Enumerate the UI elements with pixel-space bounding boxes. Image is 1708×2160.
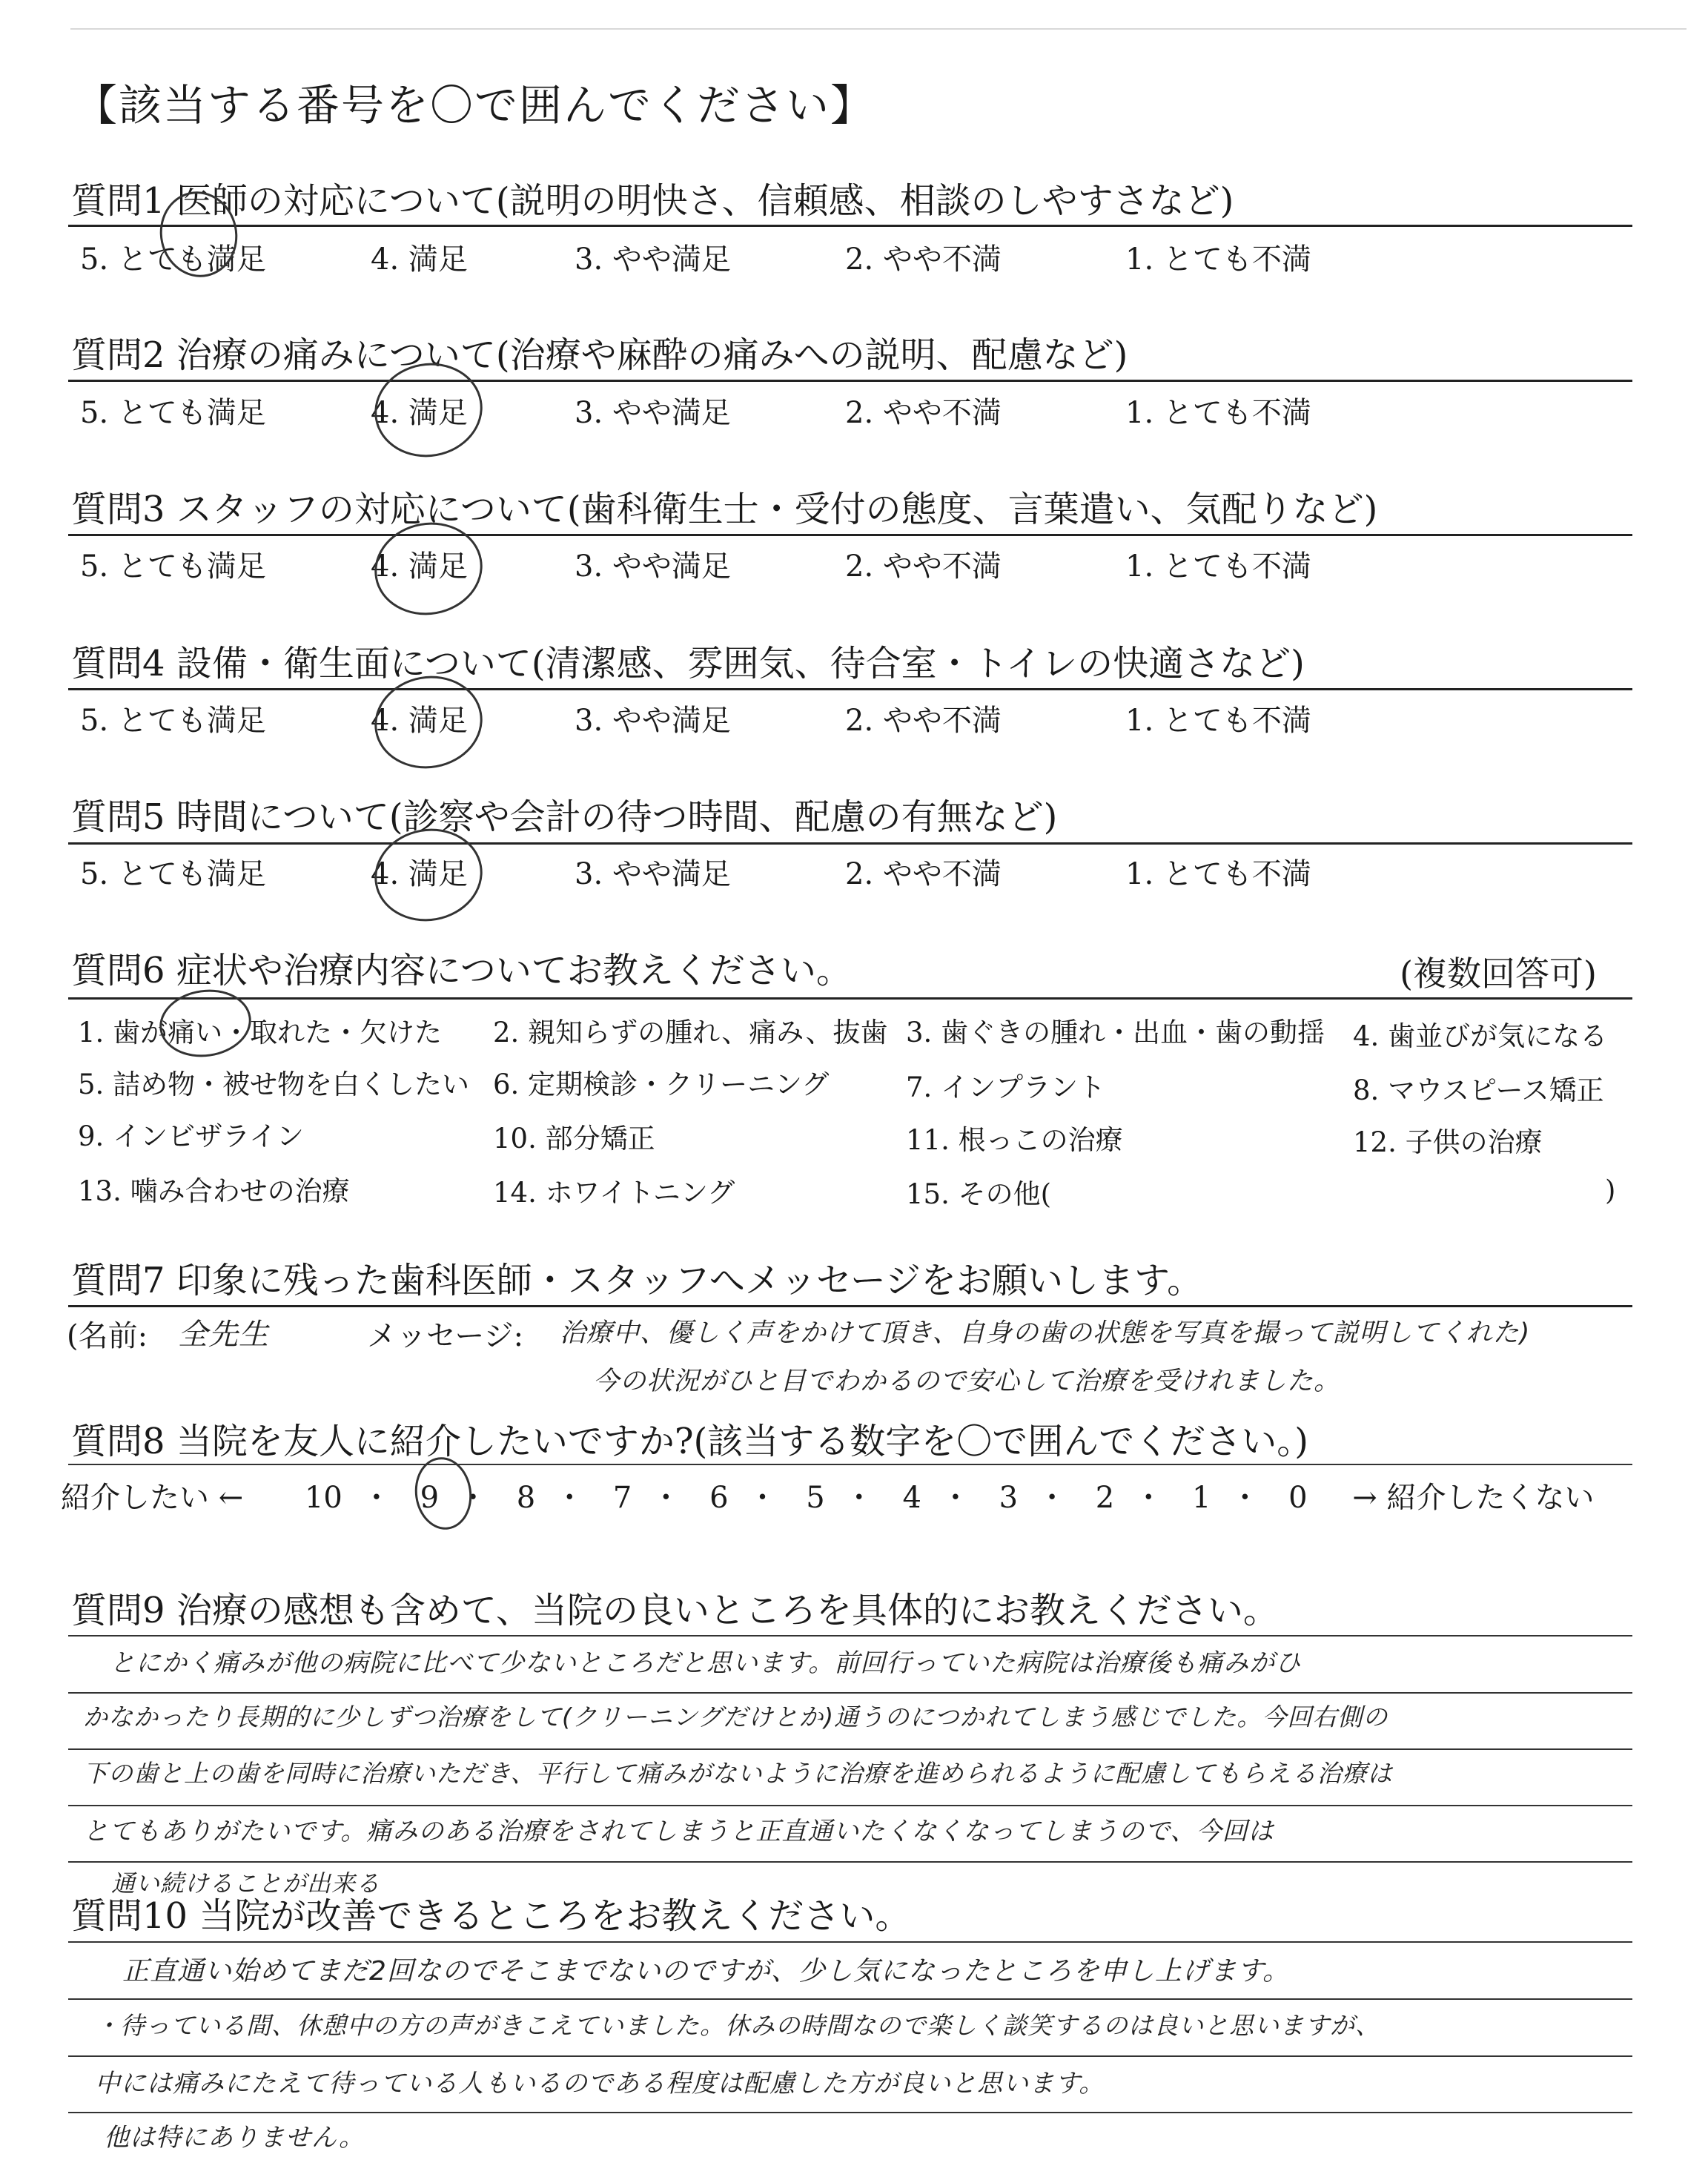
q3-option-1[interactable]: 1. とても不満: [1125, 549, 1311, 584]
scan-edge: [70, 28, 1687, 30]
question-3: 質問3 スタッフの対応について(歯科衛生士・受付の態度、言葉遣い、気配りなど): [71, 489, 1378, 530]
q3-option-3[interactable]: 3. やや満足: [575, 549, 731, 584]
q6-item[interactable]: 2. 親知らずの腫れ、痛み、抜歯: [493, 1017, 888, 1048]
q6-item[interactable]: 13. 噛み合わせの治療: [78, 1175, 350, 1207]
q6-other-close: ): [1605, 1175, 1616, 1206]
q2-option-1[interactable]: 1. とても不満: [1125, 396, 1311, 430]
scale-left-label: 紹介したい ←: [61, 1481, 244, 1515]
scale-value[interactable]: 6: [709, 1481, 729, 1515]
name-value[interactable]: 全先生: [178, 1318, 269, 1352]
multiple-answer-note: (複数回答可): [1400, 954, 1597, 994]
q1-option-4[interactable]: 4. 満足: [371, 242, 468, 277]
rule: [68, 225, 1632, 227]
rule: [68, 380, 1632, 382]
scale-value[interactable]: 7: [612, 1481, 632, 1515]
question-6: 質問6 症状や治療内容についてお教えください。: [71, 950, 852, 991]
q6-item[interactable]: 11. 根っこの治療: [906, 1124, 1123, 1156]
q5-option-2[interactable]: 2. やや不満: [845, 857, 1002, 891]
rule: [68, 1692, 1632, 1694]
q5-option-3[interactable]: 3. やや満足: [575, 857, 731, 891]
q6-item[interactable]: 7. インプラント: [906, 1071, 1106, 1103]
question-1: 質問1 医師の対応について(説明の明快さ、信頼感、相談のしやすさなど): [71, 180, 1234, 222]
q6-item[interactable]: 14. ホワイトニング: [493, 1177, 735, 1209]
rule: [68, 1941, 1632, 1943]
scale-value[interactable]: 0: [1288, 1481, 1308, 1515]
question-9: 質問9 治療の感想も含めて、当院の良いところを具体的にお教えください。: [71, 1590, 1279, 1631]
scale-value[interactable]: 3: [999, 1481, 1019, 1515]
page-title: 【該当する番号を〇で囲んでください】: [74, 80, 875, 131]
question-4: 質問4 設備・衛生面について(清潔感、雰囲気、待合室・トイレの快適さなど): [71, 643, 1305, 684]
scale-value[interactable]: 10: [304, 1481, 342, 1515]
q1-option-2[interactable]: 2. やや不満: [845, 242, 1002, 277]
q2-option-4[interactable]: 4. 満足: [371, 396, 468, 430]
q10-answer-line[interactable]: 正直通い始めてまだ2回なのでそこまでないのですが、少し気になったところを申し上げます。: [122, 1956, 1291, 1986]
rule: [68, 997, 1632, 1000]
q4-option-4[interactable]: 4. 満足: [371, 704, 468, 738]
q9-answer-line[interactable]: とてもありがたいです。痛みのある治療をされてしまうと正直通いたくなくなってしまうので、今回は: [83, 1817, 1274, 1846]
q2-option-3[interactable]: 3. やや満足: [575, 396, 731, 430]
question-5: 質問5 時間について(診察や会計の待つ時間、配慮の有無など): [71, 796, 1058, 838]
q4-option-1[interactable]: 1. とても不満: [1125, 704, 1311, 738]
question-7: 質問7 印象に残った歯科医師・スタッフへメッセージをお願いします。: [71, 1260, 1203, 1301]
rule: [68, 1464, 1632, 1465]
q8-answer-circle: [411, 1453, 477, 1533]
q2-option-5[interactable]: 5. とても満足: [80, 396, 266, 430]
q6-item[interactable]: 1. 歯が痛い・取れた・欠けた: [78, 1017, 443, 1048]
q5-option-4[interactable]: 4. 満足: [371, 857, 468, 891]
q1-option-3[interactable]: 3. やや満足: [575, 242, 731, 277]
question-2: 質問2 治療の痛みについて(治療や麻酔の痛みへの説明、配慮など): [71, 334, 1128, 376]
recommend-scale: 紹介したい ← 10 ・ 9 ・ 8 ・ 7 ・ 6 ・ 5 ・ 4 ・ 3 ・ 2 ・ 1 ・ 0 → 紹介したくない: [61, 1474, 1595, 1516]
scale-value[interactable]: 2: [1095, 1481, 1115, 1515]
q4-option-2[interactable]: 2. やや不満: [845, 704, 1002, 738]
q6-item[interactable]: 6. 定期検診・クリーニング: [493, 1069, 830, 1100]
rule: [68, 842, 1632, 845]
q3-option-2[interactable]: 2. やや不満: [845, 549, 1002, 584]
rule: [68, 1305, 1632, 1307]
q6-answer-circle: [155, 984, 255, 1063]
q6-item[interactable]: 15. その他(: [906, 1178, 1052, 1210]
q6-item[interactable]: 4. 歯並びが気になる: [1353, 1020, 1608, 1052]
message-label: メッセージ:: [367, 1319, 524, 1353]
scale-value[interactable]: 8: [516, 1481, 536, 1515]
q1-option-1[interactable]: 1. とても不満: [1125, 242, 1311, 277]
q9-answer-line[interactable]: とにかく痛みが他の病院に比べて少ないところだと思います。前回行っていた病院は治療後も痛みがひ: [110, 1648, 1302, 1678]
q6-item[interactable]: 3. 歯ぐきの腫れ・出血・歯の動揺: [906, 1017, 1325, 1048]
rule: [68, 2055, 1632, 2057]
message-line[interactable]: 治療中、優しく声をかけて頂き、自身の歯の状態を写真を撮って説明してくれた): [560, 1318, 1531, 1348]
q10-answer-line[interactable]: 中には痛みにたえて待っている人もいるのである程度は配慮した方が良いと思います。: [95, 2069, 1105, 2098]
question-8: 質問8 当院を友人に紹介したいですか?(該当する数字を〇で囲んでください。): [71, 1421, 1309, 1462]
scale-right-label: → 紹介したくない: [1352, 1481, 1595, 1515]
rule: [68, 2112, 1632, 2113]
rule: [68, 1861, 1632, 1863]
message-line[interactable]: 今の状況がひと目でわかるので安心して治療を受けれました。: [593, 1367, 1341, 1396]
question-10: 質問10 当院が改善できるところをお教えください。: [71, 1895, 911, 1937]
q5-option-1[interactable]: 1. とても不満: [1125, 857, 1311, 891]
scale-value[interactable]: 9: [420, 1481, 440, 1515]
q10-answer-line[interactable]: 他は特にありません。: [104, 2123, 365, 2153]
scale-value[interactable]: 1: [1191, 1481, 1211, 1515]
q6-item[interactable]: 8. マウスピース矯正: [1353, 1074, 1604, 1106]
rule: [68, 1805, 1632, 1806]
q1-option-5[interactable]: 5. とても満足: [80, 242, 266, 277]
q9-answer-line[interactable]: 下の歯と上の歯を同時に治療いただき、平行して痛みがないように治療を進められるように配慮してもらえる治療は: [83, 1759, 1393, 1788]
q5-option-5[interactable]: 5. とても満足: [80, 857, 266, 891]
q3-option-5[interactable]: 5. とても満足: [80, 549, 266, 584]
rule: [68, 688, 1632, 690]
rule: [68, 1998, 1632, 2000]
rule: [68, 1635, 1632, 1636]
q10-answer-line[interactable]: ・待っている間、休憩中の方の声がきこえていました。休みの時間なので楽しく談笑するのは良いと思いますが、: [95, 2011, 1380, 2040]
q6-item[interactable]: 10. 部分矯正: [493, 1123, 655, 1155]
q9-answer-line[interactable]: 通い続けることが出来る: [111, 1869, 381, 1898]
q6-item[interactable]: 9. インビザライン: [78, 1120, 304, 1152]
rule: [68, 534, 1632, 536]
scale-value[interactable]: 5: [806, 1481, 825, 1515]
q3-option-4[interactable]: 4. 満足: [371, 549, 468, 584]
q2-option-2[interactable]: 2. やや不満: [845, 396, 1002, 430]
name-label: (名前:: [67, 1319, 148, 1353]
rule: [68, 1748, 1632, 1750]
scale-value[interactable]: 4: [902, 1481, 921, 1515]
q6-item[interactable]: 5. 詰め物・被せ物を白くしたい: [78, 1069, 470, 1100]
q4-option-5[interactable]: 5. とても満足: [80, 704, 266, 738]
q4-option-3[interactable]: 3. やや満足: [575, 704, 731, 738]
q6-item[interactable]: 12. 子供の治療: [1353, 1126, 1543, 1158]
q9-answer-line[interactable]: かなかったり長期的に少しずつ治療をして(クリーニングだけとか)通うのにつかれてしまう感じでした。今回右側の: [83, 1702, 1388, 1731]
